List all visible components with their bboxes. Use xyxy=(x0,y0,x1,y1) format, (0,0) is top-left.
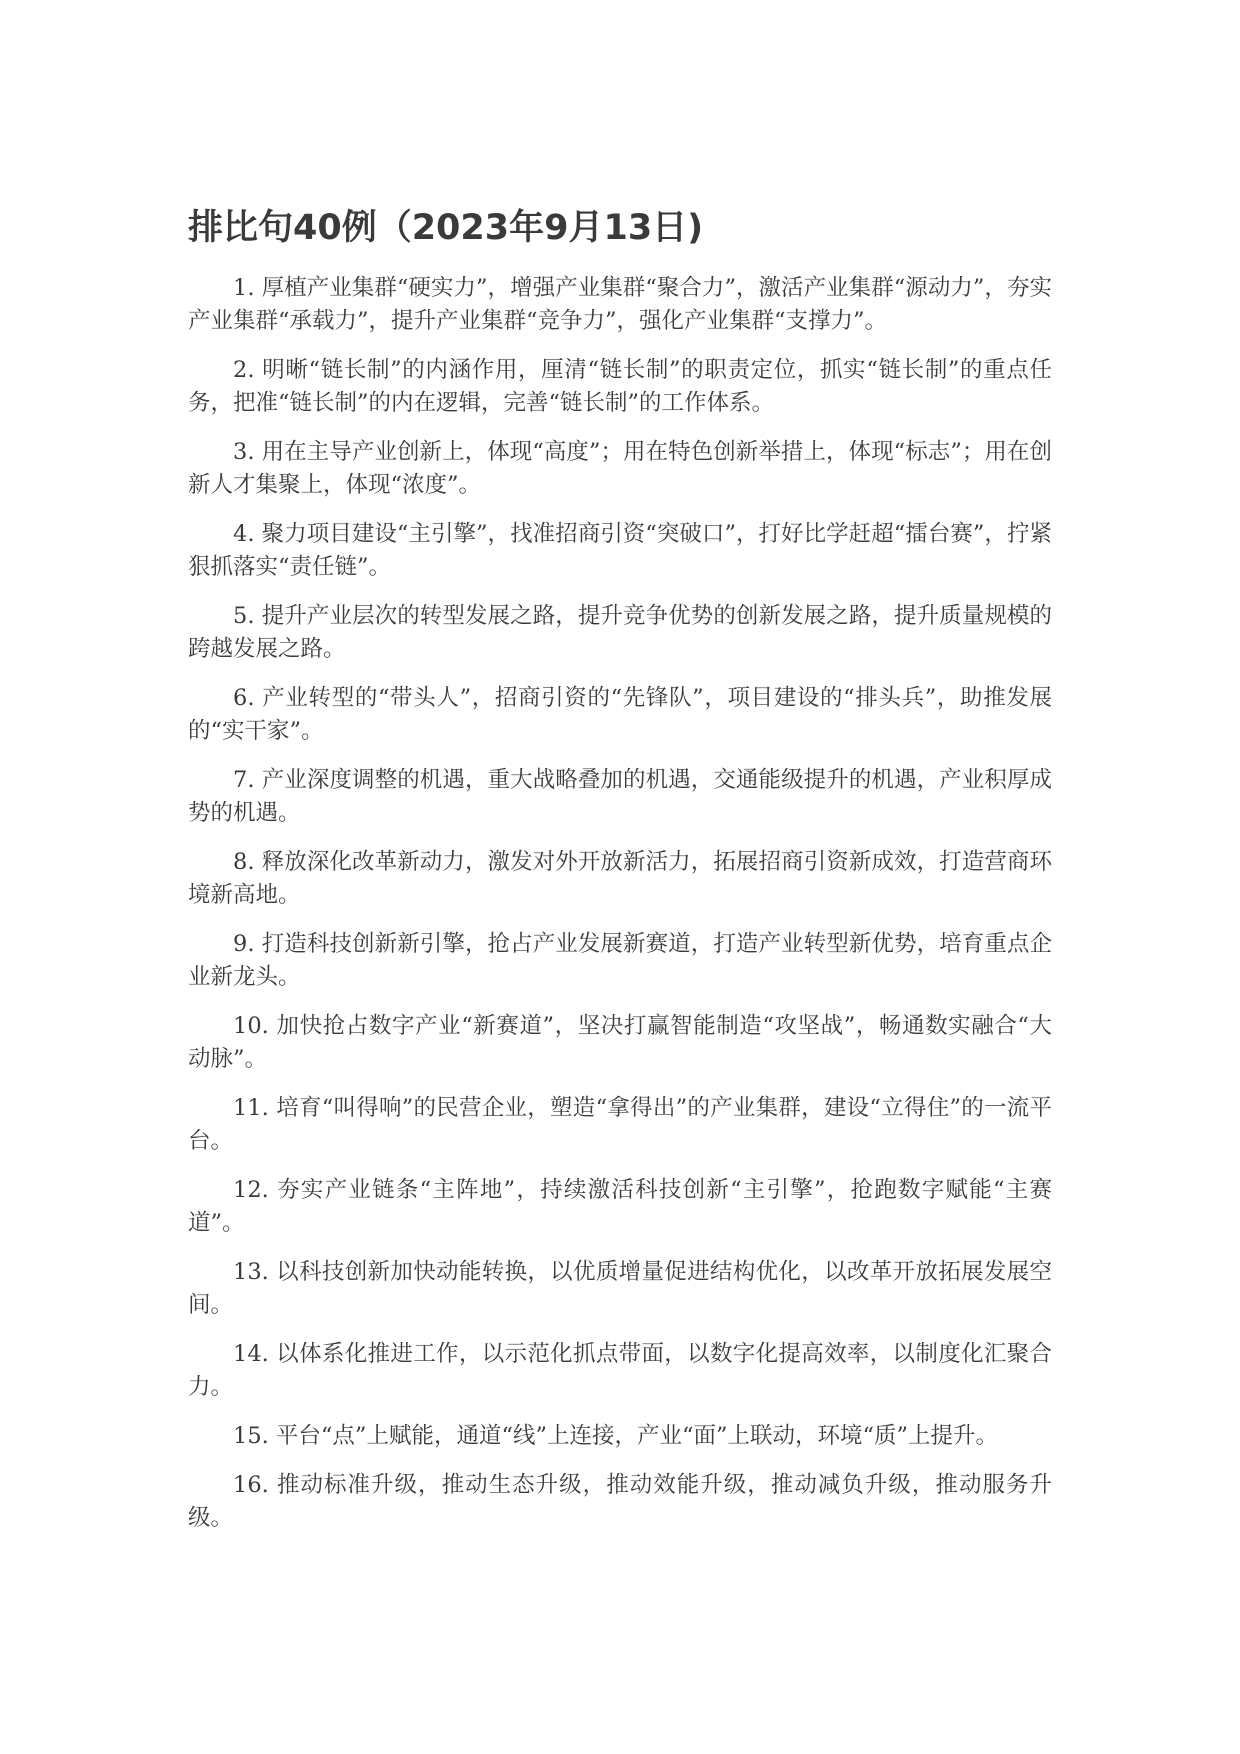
paragraph-13: 13. 以科技创新加快动能转换，以优质增量促进结构优化，以改革开放拓展发展空间。 xyxy=(188,1259,1052,1318)
paragraph-5: 5. 提升产业层次的转型发展之路，提升竞争优势的创新发展之路，提升质量规模的跨越发展之路。 xyxy=(188,603,1052,662)
paragraph-11: 11. 培育“叫得响”的民营企业，塑造“拿得出”的产业集群，建设“立得住”的一流平台。 xyxy=(188,1095,1052,1154)
paragraph-8: 8. 释放深化改革新动力，激发对外开放新活力，拓展招商引资新成效，打造营商环境新高地。 xyxy=(188,849,1052,908)
paragraph-7: 7. 产业深度调整的机遇，重大战略叠加的机遇，交通能级提升的机遇，产业积厚成势的机遇。 xyxy=(188,767,1052,826)
paragraph-2: 2. 明晰“链长制”的内涵作用，厘清“链长制”的职责定位，抓实“链长制”的重点任务，把准“链长制”的内在逻辑，完善“链长制”的工作体系。 xyxy=(188,357,1052,416)
paragraph-3: 3. 用在主导产业创新上，体现“高度”；用在特色创新举措上，体现“标志”；用在创新人才集聚上，体现“浓度”。 xyxy=(188,439,1052,498)
paragraph-12: 12. 夯实产业链条“主阵地”，持续激活科技创新“主引擎”，抢跑数字赋能“主赛道”。 xyxy=(188,1177,1052,1236)
paragraph-9: 9. 打造科技创新新引擎，抢占产业发展新赛道，打造产业转型新优势，培育重点企业新龙头。 xyxy=(188,931,1052,990)
paragraph-4: 4. 聚力项目建设“主引擎”，找准招商引资“突破口”，打好比学赶超“擂台赛”，拧紧狠抓落实“责任链”。 xyxy=(188,521,1052,580)
document-body xyxy=(188,272,1052,1551)
document-title: 排比句40例（2023年9月13日) xyxy=(188,208,704,248)
paragraph-16: 16. 推动标准升级，推动生态升级，推动效能升级，推动减负升级，推动服务升级。 xyxy=(188,1472,1052,1531)
paragraph-6: 6. 产业转型的“带头人”，招商引资的“先锋队”，项目建设的“排头兵”，助推发展的“实干家”。 xyxy=(188,685,1052,744)
paragraph-14: 14. 以体系化推进工作，以示范化抓点带面，以数字化提高效率，以制度化汇聚合力。 xyxy=(188,1341,1052,1400)
paragraph-1: 1. 厚植产业集群“硬实力”，增强产业集群“聚合力”，激活产业集群“源动力”，夯实产业集群“承载力”，提升产业集群“竞争力”，强化产业集群“支撑力”。 xyxy=(188,275,1052,334)
paragraph-15: 15. 平台“点”上赋能，通道“线”上连接，产业“面”上联动，环境“质”上提升。 xyxy=(233,1423,998,1449)
paragraph-10: 10. 加快抢占数字产业“新赛道”，坚决打赢智能制造“攻坚战”，畅通数实融合“大动脉”。 xyxy=(188,1013,1052,1072)
